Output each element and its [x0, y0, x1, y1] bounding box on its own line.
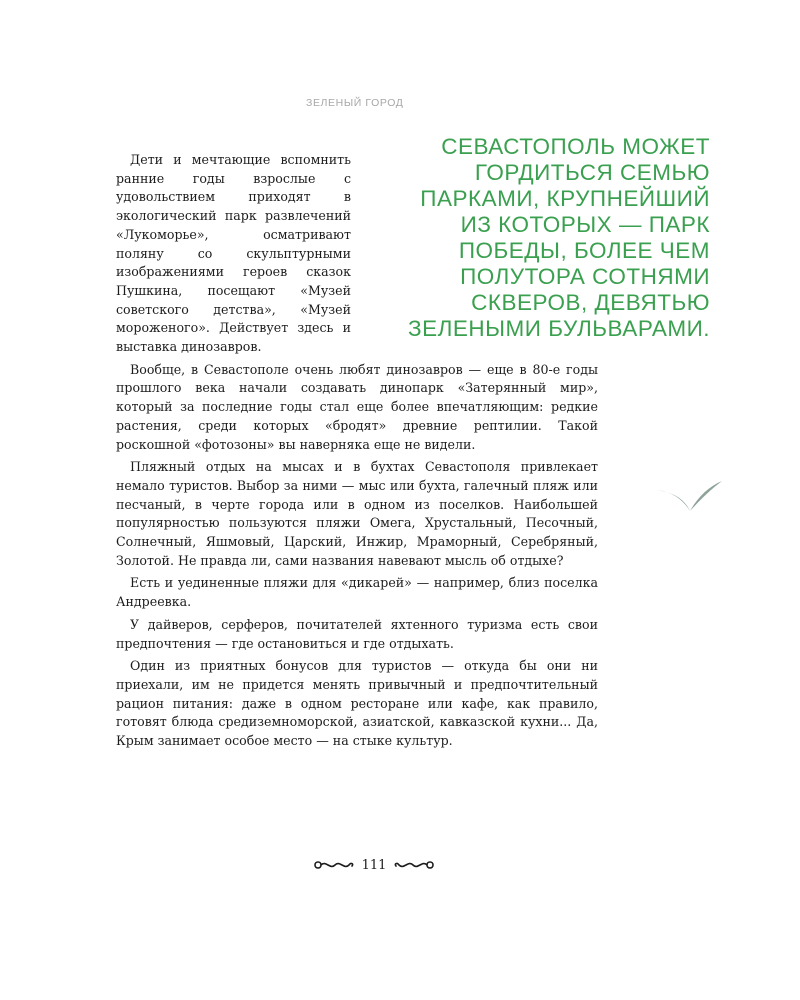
pull-quote-spacer [351, 151, 598, 341]
paragraph: Вообще, в Севастополе очень любят динозавров — еще в 80-е годы прошлого века начали создавать динопарк «Затерянный мир», который за последние годы стал еще более впечатляющим: редкие растения, среди которых «бродят» древние рептилии. Такой роскошной «фотозоны» вы наверняка еще не видели. [116, 361, 598, 452]
leaf-ornament-icon [654, 480, 724, 520]
scroll-flourish-left-icon [312, 858, 354, 872]
paragraph: Один из приятных бонусов для туристов — откуда бы они ни приехали, им не придется менять привычный и предпочтительный рацион питания: даже в одном ресторане или кафе, как правило, готовят блюда средиземноморской, азиатской, кавказской кухни... Да, Крым занимает особое место — на стыке культур. [116, 658, 598, 749]
paragraph: Есть и уединенные пляжи для «дикарей» — например, близ поселка Андреевка. [116, 575, 598, 610]
body-text [116, 151, 598, 755]
folio [312, 854, 436, 876]
pull-quote: СЕВАСТОПОЛЬ МОЖЕТ ГОРДИТЬСЯ СЕМЬЮ ПАРКАМИ, КРУПНЕЙШИЙ ИЗ КОТОРЫХ — ПАРК ПОБЕДЫ, БОЛЕЕ ЧЕМ ПОЛУТОРА СОТНЯМИ СКВЕРОВ, ДЕВЯТЬЮ ЗЕЛЕНЫМИ БУЛЬВАРАМИ. [408, 134, 710, 341]
paragraph: Пляжный отдых на мысах и в бухтах Севастополя привлекает немало туристов. Выбор за ними — мыс или бухта, галечный пляж или песчаный, в черте города или в одном из поселков. Наибольшей популярностью пользуются пляжи Омега, Хрустальный, Песочный, Солнечный, Яшмовый, Царский, Инжир, Мраморный, Серебряный, Золотой. Не правда ли, сами названия навевают мысль об отдыхе? [116, 459, 598, 568]
scroll-flourish-right-icon [394, 858, 436, 872]
page-number: 111 [361, 857, 387, 873]
running-head: ЗЕЛЕНЫЙ ГОРОД [306, 97, 404, 109]
paragraph: Дети и мечтающие вспомнить ранние годы взрослые с удовольствием приходят в экологический парк развлечений «Лукоморье», осматривают поляну со скульптурными изображениями героев сказок Пушкина, посещают «Музей советского детства», «Музей мороженого». Действует здесь и выставка динозавров. [116, 152, 351, 355]
paragraph: У дайверов, серферов, почитателей яхтенного туризма есть свои предпочтения — где остановиться и где отдыхать. [116, 616, 598, 651]
